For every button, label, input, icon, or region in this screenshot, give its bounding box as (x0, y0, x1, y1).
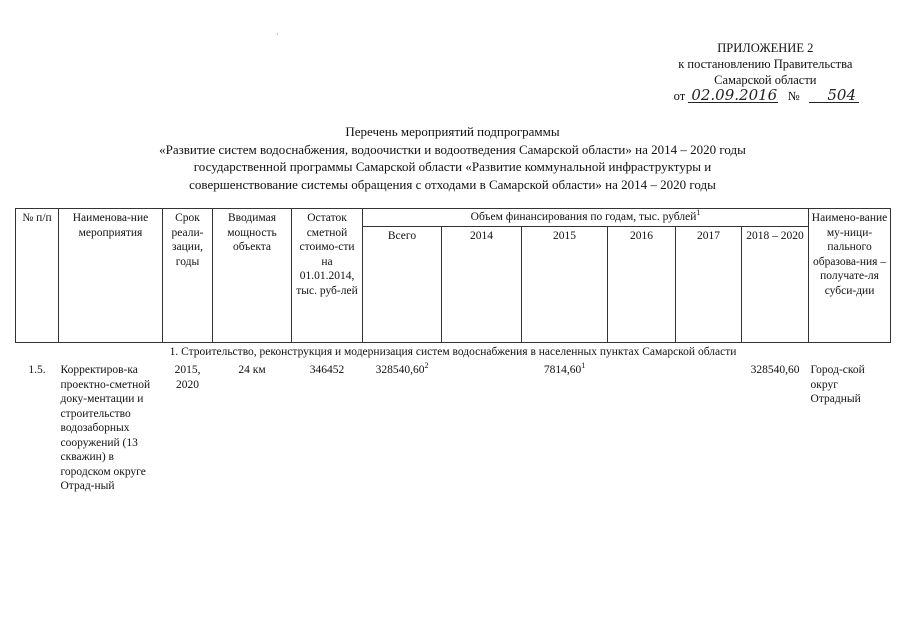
appendix-subtitle: к постановлению Правительства (678, 57, 853, 71)
header-term: Срок реали-зации, годы (163, 209, 213, 343)
header-2016: 2016 (608, 226, 676, 342)
row-balance: 346452 (309, 364, 345, 376)
row-name: Корректиров-ка проектно-сметной доку-ментации и строительство водозаборных сооружений (13 скважин) в городском округе Отрад-ный (60, 364, 151, 492)
number-prefix: № (787, 89, 800, 103)
appendix-title: ПРИЛОЖЕНИЕ 2 (717, 41, 814, 55)
funding-group-label: Объем финансирования по годам, тыс. рублей (470, 211, 697, 223)
header-2014: 2014 (442, 226, 522, 342)
header-num: № п/п (16, 209, 59, 343)
header-name: Наименова-ние мероприятия (59, 209, 163, 343)
handwritten-date: 02.09.2016 (688, 88, 778, 103)
row-2018-2020: 328540,60 (750, 364, 800, 376)
measures-table (15, 208, 891, 496)
document-title (20, 123, 885, 193)
row-total-note: 2 (424, 361, 429, 371)
funding-group-note: 1 (696, 208, 701, 218)
row-2017 (676, 361, 742, 496)
title-line-3: государственной программы Самарской области «Развитие коммунальной инфраструктуры и (193, 159, 712, 174)
row-total (363, 361, 442, 496)
appendix-header (674, 40, 857, 104)
row-capacity: 24 км (238, 364, 266, 376)
header-2018-2020: 2018 – 2020 (742, 226, 809, 342)
handwritten-number: 504 (809, 88, 859, 103)
row-2016 (608, 361, 676, 496)
header-row-1 (16, 209, 891, 227)
header-capacity: Вводимая мощность объекта (213, 209, 292, 343)
title-line-1: Перечень мероприятий подпрограммы (345, 124, 560, 139)
header-balance: Остаток сметной стоимо-сти на 01.01.2014, тыс. руб-лей (292, 209, 363, 343)
header-2017: 2017 (676, 226, 742, 342)
table-row (16, 361, 891, 496)
row-2015-value: 7814,60 (543, 364, 582, 376)
scan-mark: · (276, 30, 279, 39)
header-2015: 2015 (522, 226, 608, 342)
header-total: Всего (363, 226, 442, 342)
header-recipient: Наимено-вание му-ници-пального образова-ния – получате-ля субси-дии (809, 209, 891, 343)
row-2015-note: 1 (581, 361, 586, 371)
title-line-4: совершенствование системы обращения с отходами в Самарской области» на 2014 – 2020 годы (189, 176, 716, 192)
row-num: 1.5. (28, 364, 46, 376)
row-term: 2015, 2020 (174, 364, 201, 391)
date-prefix: от (673, 89, 686, 103)
appendix-region: Самарской области (714, 73, 817, 87)
section-row (16, 342, 891, 361)
header-funding-group (363, 209, 809, 227)
title-line-2: «Развитие систем водоснабжения, водоочистки и водоотведения Самарской области» на 2014 – 2020 годы (159, 141, 746, 157)
row-recipient: Город-ской округ Отрадный (810, 364, 865, 405)
section-title: 1. Строительство, реконструкция и модернизация систем водоснабжения в населенных пунктах Самарской области (16, 342, 891, 361)
appendix-date-line (674, 88, 859, 104)
row-2014 (442, 361, 522, 496)
row-total-value: 328540,60 (375, 364, 425, 376)
row-2015 (522, 361, 608, 496)
